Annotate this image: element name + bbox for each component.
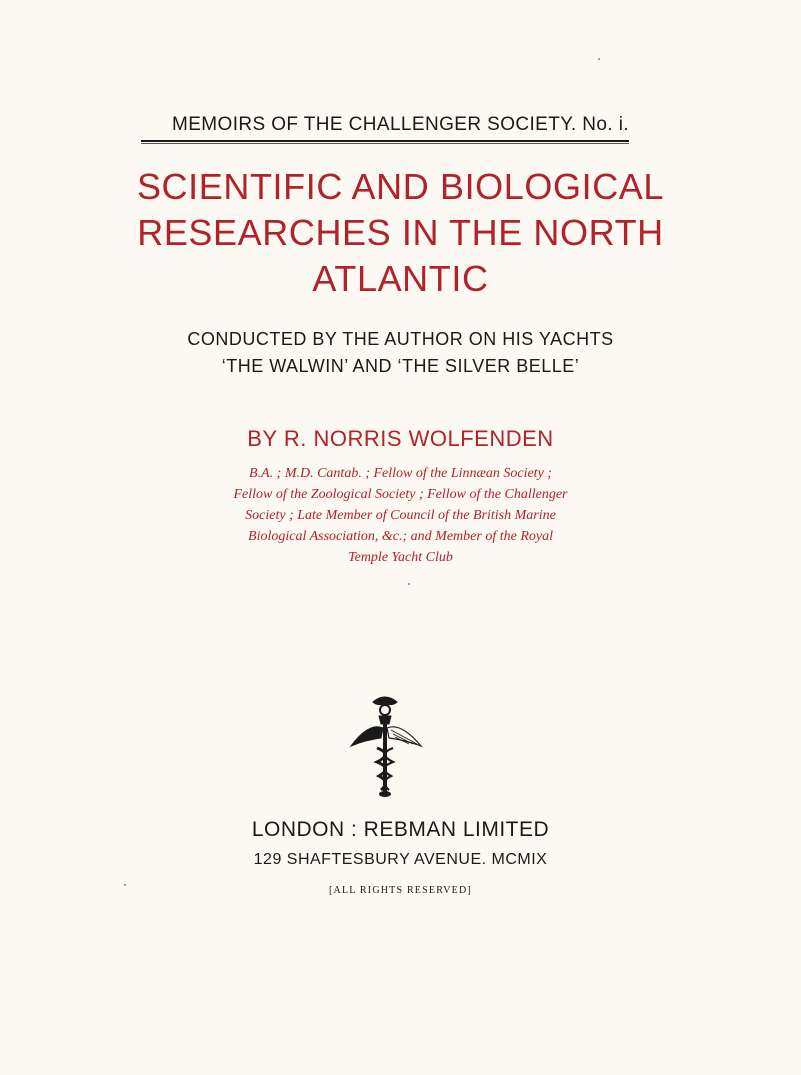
- publisher-line: LONDON : REBMAN LIMITED: [251, 818, 550, 841]
- paper-speck: [408, 583, 410, 585]
- rights-notice: [ALL RIGHTS RESERVED]: [329, 885, 472, 896]
- paper-speck: [598, 58, 600, 60]
- title-line-2: RESEARCHES IN THE NORTH: [137, 212, 664, 253]
- qualification-line-3: Society ; Late Member of Council of the British Marine: [245, 508, 556, 523]
- author-byline: BY R. NORRIS WOLFENDEN: [247, 426, 554, 451]
- qualification-line-5: Temple Yacht Club: [348, 550, 453, 565]
- qualification-line-2: Fellow of the Zoological Society ; Fellow of the Challenger: [233, 487, 568, 502]
- series-heading: MEMOIRS OF THE CHALLENGER SOCIETY. No. i.: [171, 114, 629, 135]
- subtitle-line-1: CONDUCTED BY THE AUTHOR ON HIS YACHTS: [187, 329, 614, 349]
- caduceus-publisher-device-icon: [343, 694, 427, 798]
- subtitle-line-2: ‘THE WALWIN’ AND ‘THE SILVER BELLE’: [221, 356, 580, 376]
- series-rule: [141, 140, 629, 142]
- series-rule-thin: [141, 143, 629, 144]
- paper-speck: [124, 884, 126, 886]
- title-line-3: ATLANTIC: [312, 258, 489, 299]
- publisher-address: 129 SHAFTESBURY AVENUE. MCMIX: [253, 851, 548, 868]
- qualification-line-4: Biological Association, &c.; and Member of the Royal: [248, 529, 553, 544]
- qualification-line-1: B.A. ; M.D. Cantab. ; Fellow of the Linnæan Society ;: [249, 466, 552, 481]
- title-line-1: SCIENTIFIC AND BIOLOGICAL: [136, 166, 665, 207]
